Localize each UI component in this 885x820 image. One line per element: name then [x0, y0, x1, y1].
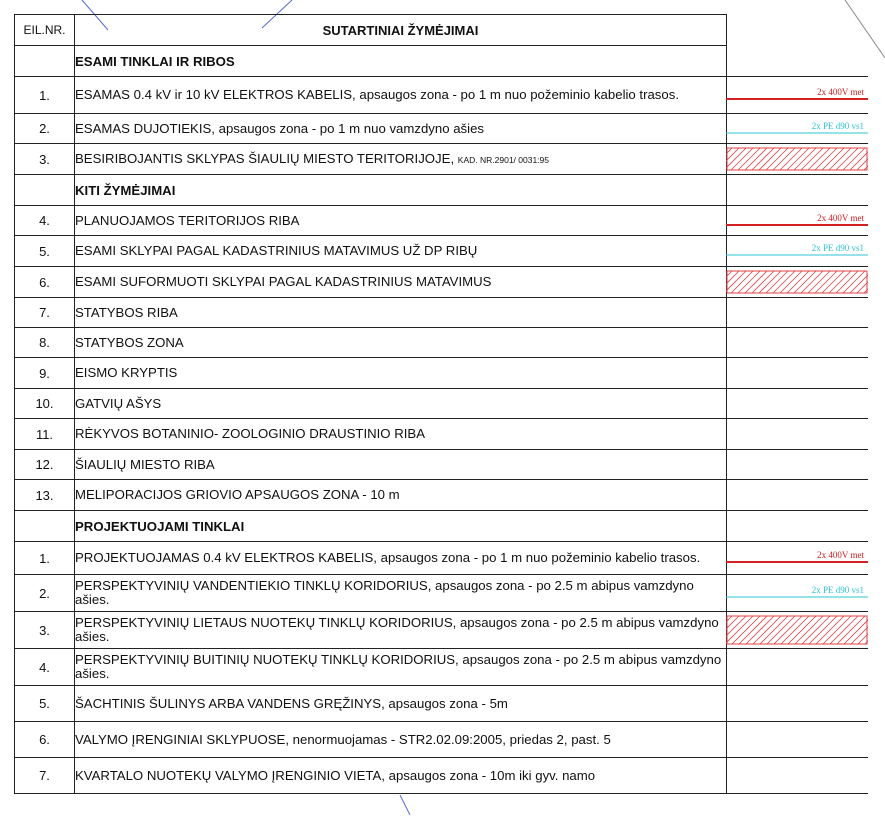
row-description: MELIPORACIJOS GRIOVIO APSAUGOS ZONA - 10 m [75, 480, 727, 511]
cable-label: 2x 400V met [817, 86, 864, 97]
table-row [15, 114, 727, 144]
row-number: 12. [15, 450, 75, 480]
table-row [15, 542, 727, 575]
symbol-cell-empty [726, 46, 868, 77]
table-row [15, 758, 727, 794]
legend-symbol [726, 328, 868, 358]
section-title: ESAMI TINKLAI IR RIBOS [75, 46, 727, 77]
legend-symbol [726, 389, 868, 419]
table-row [15, 419, 727, 450]
row-description: STATYBOS ZONA [75, 328, 727, 358]
section-row [15, 46, 727, 77]
row-number: 1. [15, 77, 75, 114]
row-description: VALYMO ĮRENGINIAI SKLYPUOSE, nenormuojamas - STR2.02.09:2005, priedas 2, past. 5 [75, 722, 727, 758]
row-description: EISMO KRYPTIS [75, 358, 727, 389]
table-row [15, 298, 727, 328]
row-number: 7. [15, 758, 75, 794]
section-title: KITI ŽYMĖJIMAI [75, 175, 727, 206]
row-number: 4. [15, 649, 75, 686]
cable-label: 2x PE d90 vs1 [811, 584, 864, 595]
row-description: ESAMAS DUJOTIEKIS, apsaugos zona - po 1 m nuo vamzdyno ašies [75, 114, 727, 144]
table-row [15, 722, 727, 758]
table-row [15, 236, 727, 267]
legend-symbol [726, 419, 868, 450]
legend-symbol [726, 722, 868, 758]
row-description: PERSPEKTYVINIŲ VANDENTIEKIO TINKLŲ KORIDORIUS, apsaugos zona - po 2.5 m abipus vamzdyno ašies. [75, 575, 727, 612]
table-row [15, 389, 727, 419]
cable-label: 2x 400V met [817, 549, 864, 560]
symbol-cell-empty [726, 511, 868, 542]
row-number: 3. [15, 144, 75, 175]
row-description: PROJEKTUOJAMAS 0.4 kV ELEKTROS KABELIS, apsaugos zona - po 1 m nuo požeminio kabelio trasos. [75, 542, 727, 575]
row-number: 6. [15, 267, 75, 298]
hatch-border [727, 616, 867, 644]
row-number: 4. [15, 206, 75, 236]
symbol-cell-empty [726, 175, 868, 206]
row-number: 5. [15, 236, 75, 267]
legend-symbol [726, 144, 868, 175]
row-number: 2. [15, 575, 75, 612]
legend-symbol [726, 450, 868, 480]
row-text: BESIRIBOJANTIS SKLYPAS ŠIAULIŲ MIESTO TERITORIJOJE, [75, 150, 455, 166]
row-number: 5. [15, 686, 75, 722]
legend-symbol [726, 206, 868, 236]
table-row [15, 358, 727, 389]
row-description: ESAMAS 0.4 kV ir 10 kV ELEKTROS KABELIS, apsaugos zona - po 1 m nuo požeminio kabelio trasos. [75, 77, 727, 114]
row-number: 8. [15, 328, 75, 358]
row-description: PERSPEKTYVINIŲ LIETAUS NUOTEKŲ TINKLŲ KORIDORIUS, apsaugos zona - po 2.5 m abipus vamzdyno ašies. [75, 612, 727, 649]
section-title: PROJEKTUOJAMI TINKLAI [75, 511, 727, 542]
table-row [15, 480, 727, 511]
row-description: STATYBOS RIBA [75, 298, 727, 328]
cable-label: 2x PE d90 vs1 [811, 120, 864, 131]
legend-symbol [726, 480, 868, 511]
row-number: 6. [15, 722, 75, 758]
row-number: 7. [15, 298, 75, 328]
legend-symbol [726, 649, 868, 686]
table-row [15, 649, 727, 686]
cadastral-number: KAD. NR.2901/ 0031:95 [457, 154, 549, 165]
legend-symbol [726, 114, 868, 144]
header-row [15, 15, 727, 46]
legend-symbol [726, 77, 868, 114]
legend-symbol [726, 612, 868, 649]
legend-symbol [726, 542, 868, 575]
row-number: 13. [15, 480, 75, 511]
legend-symbol [726, 358, 868, 389]
table-row [15, 575, 727, 612]
row-description [75, 144, 727, 175]
table-row [15, 206, 727, 236]
legend-symbol [726, 298, 868, 328]
row-description: ŠIAULIŲ MIESTO RIBA [75, 450, 727, 480]
row-number: 3. [15, 612, 75, 649]
cable-label: 2x PE d90 vs1 [811, 242, 864, 253]
row-description: ŠACHTINIS ŠULINYS ARBA VANDENS GRĘŽINYS, apsaugos zona - 5m [75, 686, 727, 722]
row-number: 10. [15, 389, 75, 419]
table-row [15, 450, 727, 480]
legend-title: SUTARTINIAI ŽYMĖJIMAI [75, 15, 727, 46]
column-number-header: EIL.NR. [15, 15, 75, 46]
legend-symbol [726, 267, 868, 298]
row-description: GATVIŲ AŠYS [75, 389, 727, 419]
section-row [15, 175, 727, 206]
table-row [15, 686, 727, 722]
table-row [15, 267, 727, 298]
legend-symbol [726, 236, 868, 267]
row-description: RĖKYVOS BOTANINIO- ZOOLOGINIO DRAUSTINIO RIBA [75, 419, 727, 450]
row-description: ESAMI SKLYPAI PAGAL KADASTRINIUS MATAVIMUS UŽ DP RIBŲ [75, 236, 727, 267]
row-description: PERSPEKTYVINIŲ BUITINIŲ NUOTEKŲ TINKLŲ KORIDORIUS, apsaugos zona - po 2.5 m abipus vamzdyno ašies. [75, 649, 727, 686]
legend-table [14, 14, 727, 794]
row-number: 1. [15, 542, 75, 575]
table-row [15, 144, 727, 175]
row-description: PLANUOJAMOS TERITORIJOS RIBA [75, 206, 727, 236]
table-row [15, 612, 727, 649]
row-number: 11. [15, 419, 75, 450]
legend-symbol [726, 575, 868, 612]
legend-symbol [726, 686, 868, 722]
row-number: 2. [15, 114, 75, 144]
cable-label: 2x 400V met [817, 212, 864, 223]
table-row [15, 77, 727, 114]
row-description: ESAMI SUFORMUOTI SKLYPAI PAGAL KADASTRINIUS MATAVIMUS [75, 267, 727, 298]
legend-symbol [726, 758, 868, 794]
row-description: KVARTALO NUOTEKŲ VALYMO ĮRENGINIO VIETA, apsaugos zona - 10m iki gyv. namo [75, 758, 727, 794]
row-number: 9. [15, 358, 75, 389]
section-row [15, 511, 727, 542]
table-row [15, 328, 727, 358]
